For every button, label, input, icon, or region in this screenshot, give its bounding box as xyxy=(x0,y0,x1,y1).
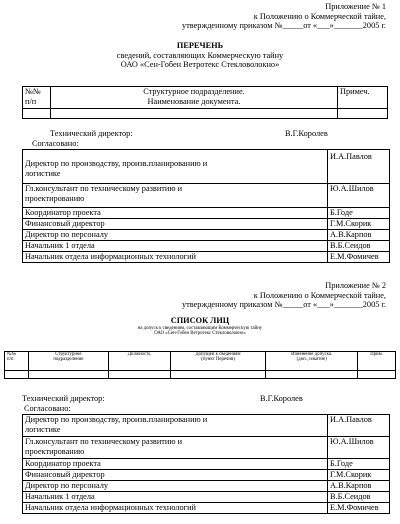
col-position-header xyxy=(108,352,170,371)
table-row xyxy=(23,150,390,184)
appendix1-subtitle-line: сведений, составляющих Коммерческую тайну xyxy=(116,50,284,60)
col-change-header xyxy=(266,352,358,371)
appendix1-subtitle-line: ОАО «Сен-Гобен Ветротекс Стекловолокно» xyxy=(120,60,280,70)
col-header-text: №№ xyxy=(7,352,17,357)
approval-role xyxy=(23,437,328,459)
col-header-text: подразделение xyxy=(53,357,84,363)
table-cell xyxy=(50,109,337,119)
approval-role: Финансовый директор xyxy=(23,219,328,230)
table-row xyxy=(5,371,396,379)
col-access-header xyxy=(170,352,266,371)
role-text: Гл.консультант по техническому развитию и xyxy=(25,184,183,193)
approval-name: А.В.Карпов xyxy=(328,481,390,492)
appendix1-signer-title: Технический директор: xyxy=(50,129,133,138)
col-header-text: Структурное подразделение. xyxy=(143,87,245,96)
approval-name: Ю.А.Шилов xyxy=(328,437,390,459)
appendix1-title-block xyxy=(0,41,400,70)
table-row xyxy=(23,184,390,208)
table-row xyxy=(23,470,390,481)
approval-role xyxy=(23,150,328,184)
approval-role xyxy=(23,184,328,208)
approval-name: И.А.Павлов xyxy=(328,150,390,184)
appendix1-signer-name: В.Г.Королев xyxy=(285,129,328,138)
appendix1-approvals-table xyxy=(22,149,390,263)
approval-role: Начальник 1 отдела xyxy=(23,241,328,252)
role-text: Директор по производству, произв.планированию и xyxy=(25,159,208,168)
approval-role: Начальник отдела информационных технологий xyxy=(23,252,328,263)
col-header-text: Изменение допуска. xyxy=(291,352,333,357)
approval-name: Г.М.Скорик xyxy=(328,470,390,481)
table-cell xyxy=(170,371,266,379)
appendix2-header xyxy=(86,281,386,310)
appendix2-title: СПИСОК ЛИЦ xyxy=(170,316,230,325)
table-row xyxy=(23,252,390,263)
appendix2-title-block xyxy=(0,316,400,336)
approval-name: Е.М.Фомичев xyxy=(328,503,390,514)
table-cell xyxy=(338,109,388,119)
table-cell xyxy=(358,371,396,379)
col-header-text: Наименование документа. xyxy=(147,96,241,106)
col-department-header xyxy=(50,87,337,109)
appendix1-header-line: к Положению о Коммерческой тайне, xyxy=(253,11,386,21)
role-text: проектированию xyxy=(25,193,85,203)
appendix2-signer-title: Технический директор: xyxy=(22,394,105,403)
table-row xyxy=(23,219,390,230)
appendix2-signer-name: В.Г.Королев xyxy=(260,394,303,403)
table-row xyxy=(23,241,390,252)
approval-role: Координатор проекта xyxy=(23,208,328,219)
col-header-text: №№ xyxy=(25,87,41,96)
table-header-row xyxy=(5,352,396,371)
appendix1-header-line: Приложение № 1 xyxy=(325,2,386,11)
col-header-text: п/п xyxy=(25,96,37,106)
appendix2-subtitle-line: ОАО «Сен-Гобен Ветротекс Стекловолокно» xyxy=(154,330,246,336)
table-row xyxy=(23,230,390,241)
col-header-text: Структурное xyxy=(55,352,82,357)
role-text: проектированию xyxy=(25,446,85,456)
appendix2-approvals-table xyxy=(22,414,390,514)
role-text: логистике xyxy=(25,424,61,434)
table-row xyxy=(23,492,390,503)
appendix1-agreed-label: Согласовано: xyxy=(32,139,79,148)
appendix2-persons-table xyxy=(4,351,396,379)
approval-role: Начальник 1 отдела xyxy=(23,492,328,503)
table-row xyxy=(23,437,390,459)
approval-role: Координатор проекта xyxy=(23,459,328,470)
col-header-text: (доп., изъятие) xyxy=(296,357,327,363)
appendix2-subtitle-line: на допуск к сведениям, составляющим Коммерческую тайну xyxy=(137,325,263,331)
col-note-header xyxy=(358,352,396,371)
col-header-text: Прим. xyxy=(370,352,383,357)
table-row xyxy=(23,208,390,219)
table-row xyxy=(23,459,390,470)
table-cell xyxy=(23,109,51,119)
appendix1-title: ПЕРЕЧЕНЬ xyxy=(176,41,224,50)
table-cell xyxy=(108,371,170,379)
approval-name: И.А.Павлов xyxy=(328,415,390,437)
approval-name: Е.М.Фомичев xyxy=(328,252,390,263)
table-header-row xyxy=(23,87,388,109)
role-text: Гл.консультант по техническому развитию и xyxy=(25,437,183,446)
appendix2-header-line: к Положению о Коммерческой тайне, xyxy=(253,290,386,300)
approval-name: Г.М.Скорик xyxy=(328,219,390,230)
col-header-text: Примеч. xyxy=(340,87,370,96)
col-department-header xyxy=(28,352,108,371)
approval-name: Б.Годе xyxy=(328,459,390,470)
approval-name: Б.Годе xyxy=(328,208,390,219)
approval-role: Директор по персоналу xyxy=(23,481,328,492)
approval-name: В.Б.Сеидов xyxy=(328,241,390,252)
col-number-header xyxy=(5,352,29,371)
col-header-text: п/п xyxy=(7,357,14,363)
col-header-text: Допущен к сведениям xyxy=(195,352,241,357)
table-row xyxy=(23,503,390,514)
role-text: логистике xyxy=(25,168,61,178)
approval-role: Директор по персоналу xyxy=(23,230,328,241)
table-row xyxy=(23,481,390,492)
table-cell xyxy=(5,371,29,379)
role-text: Директор по производству, произв.планированию и xyxy=(25,415,208,424)
appendix1-header xyxy=(86,2,386,31)
col-number-header xyxy=(23,87,51,109)
approval-role: Начальник отдела информационных технологий xyxy=(23,503,328,514)
table-cell xyxy=(28,371,108,379)
col-header-text: Должность xyxy=(127,352,151,357)
table-row xyxy=(23,415,390,437)
appendix1-header-line: утвержденному приказом №_____от «___»_______2005 г. xyxy=(181,21,386,31)
col-note-header xyxy=(338,87,388,109)
appendix2-header-line: утвержденному приказом №_____от «___»_______2005 г. xyxy=(181,300,386,310)
col-header-text: (пункт Перечня) xyxy=(201,357,235,363)
appendix1-list-table xyxy=(22,86,388,119)
appendix2-agreed-label: Согласовано: xyxy=(24,404,71,413)
approval-role: Финансовый директор xyxy=(23,470,328,481)
approval-name: В.Б.Сеидов xyxy=(328,492,390,503)
approval-name: Ю.А.Шилов xyxy=(328,184,390,208)
appendix2-header-line: Приложение № 2 xyxy=(325,281,386,290)
approval-name: А.В.Карпов xyxy=(328,230,390,241)
table-row xyxy=(23,109,388,119)
approval-role xyxy=(23,415,328,437)
table-cell xyxy=(266,371,358,379)
